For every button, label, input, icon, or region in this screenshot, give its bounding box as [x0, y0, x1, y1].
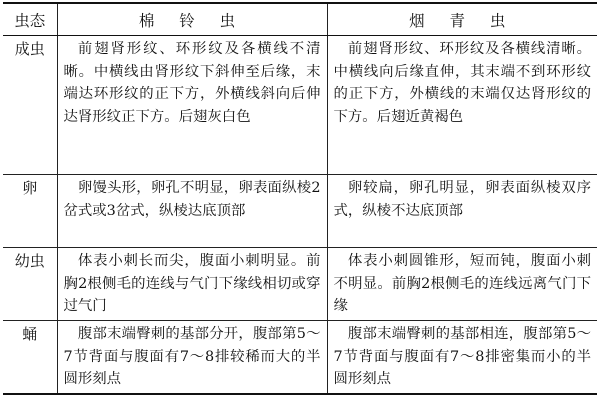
table-body [3, 36, 597, 394]
tobacco-description: 腹部末端臀刺的基部相连，腹部第5～7节背面与腹面有7～8排密集而小的半圆形刻点 [327, 321, 597, 394]
table-row-pupa [3, 321, 597, 394]
table-row-larva [3, 248, 597, 321]
cotton-description: 体表小刺长而尖，腹面小刺明显。前胸2根侧毛的连线与气门下缘线相切或穿过气门 [57, 248, 327, 321]
cotton-description: 卵馒头形，卵孔不明显，卵表面纵棱2岔式或3岔式，纵棱达底顶部 [57, 175, 327, 248]
table-header [3, 3, 597, 36]
header-tobacco-budworm: 烟 青 虫 [327, 3, 597, 36]
comparison-table [3, 2, 597, 395]
stage-cell: 幼虫 [3, 248, 57, 321]
stage-cell: 成虫 [3, 36, 57, 175]
table-row-adult [3, 36, 597, 175]
cotton-description: 腹部末端臀刺的基部分开，腹部第5～7节背面与腹面有7～8排较稀而大的半圆形刻点 [57, 321, 327, 394]
table-row-egg [3, 175, 597, 248]
tobacco-description: 卵较扁，卵孔明显，卵表面纵棱双序式，纵棱不达底顶部 [327, 175, 597, 248]
tobacco-description: 体表小刺圆锥形，短而钝，腹面小刺不明显。前胸2根侧毛的连线远离气门下缘 [327, 248, 597, 321]
stage-cell: 蛹 [3, 321, 57, 394]
header-row [3, 3, 597, 36]
stage-cell: 卵 [3, 175, 57, 248]
cotton-description: 前翅肾形纹、环形纹及各横线不清晰。中横线由肾形纹下斜伸至后缘，末端达环形纹的正下方，外横线斜向后伸达肾形纹正下方。后翅灰白色 [57, 36, 327, 175]
header-stage: 虫态 [3, 3, 57, 36]
tobacco-description: 前翅肾形纹、环形纹及各横线清晰。中横线向后缘直伸，其末端不到环形纹的正下方，外横线的末端仅达肾形纹的下方。后翅近黄褐色 [327, 36, 597, 175]
header-cotton-bollworm: 棉 铃 虫 [57, 3, 327, 36]
